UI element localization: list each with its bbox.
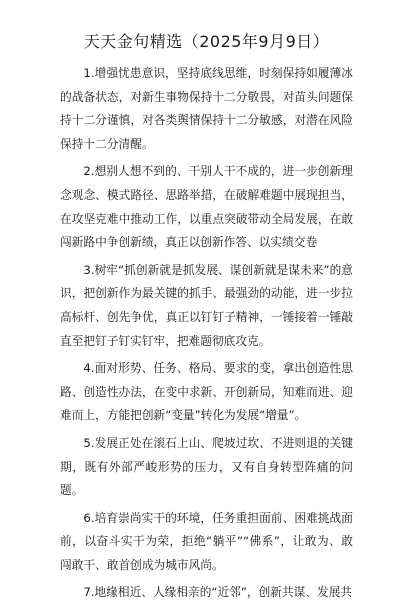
paragraph-3: 3.树牢“抓创新就是抓发展、谋创新就是谋未来”的意识，把创新作为最关键的抓手、最强劲的动能，进一步拉高标杆、创先争优，真正以钉钉子精神，一锤接着一锤敲直至把钉子钉实钉牢，把难题彻底攻克。 (60, 262, 353, 348)
paragraph-4: 4.面对形势、任务、格局、要求的变，拿出创造性思路、创造性办法，在变中求新、开创新局，知难而进、迎难而上，方能把创新“变量”转化为发展“增量”。 (60, 361, 353, 423)
paragraph-5: 5.发展正处在滚石上山、爬坡过坎、不进则退的关键期，既有外部严峻形势的压力，又有自身转型阵痛的问题。 (60, 435, 353, 498)
paragraph-1: 1.增强忧患意识，坚持底线思维，时刻保持如履薄冰的战备状态，对新生事物保持十二分敬畏，对苗头问题保持十二分谨慎，对各类舆情保持十二分敏感，对潜在风险保持十二分清醒。 (60, 66, 353, 151)
paragraph-7: 7.地缘相近、人缘相亲的“近邻”，创新共谋、发展共 (83, 585, 353, 600)
document-title: 天天金句精选（2025年9月9日） (83, 32, 330, 51)
paragraph-2: 2.想别人想不到的、干别人干不成的，进一步创新理念观念、模式路径、思路举措，在破解难题中展现担当，在攻坚克难中推动工作，以重点突破带动全局发展，在敢闯新路中争创新绩，真正以创新作答、以实绩交卷 (60, 164, 353, 250)
paragraph-6: 6.培育崇尚实干的环境，任务重担面前、困难挑战面前，以奋斗实干为荣，拒绝“躺平”“佛系”，让敢为、敢闯敢干、敢首创成为城市风尚。 (60, 510, 353, 572)
